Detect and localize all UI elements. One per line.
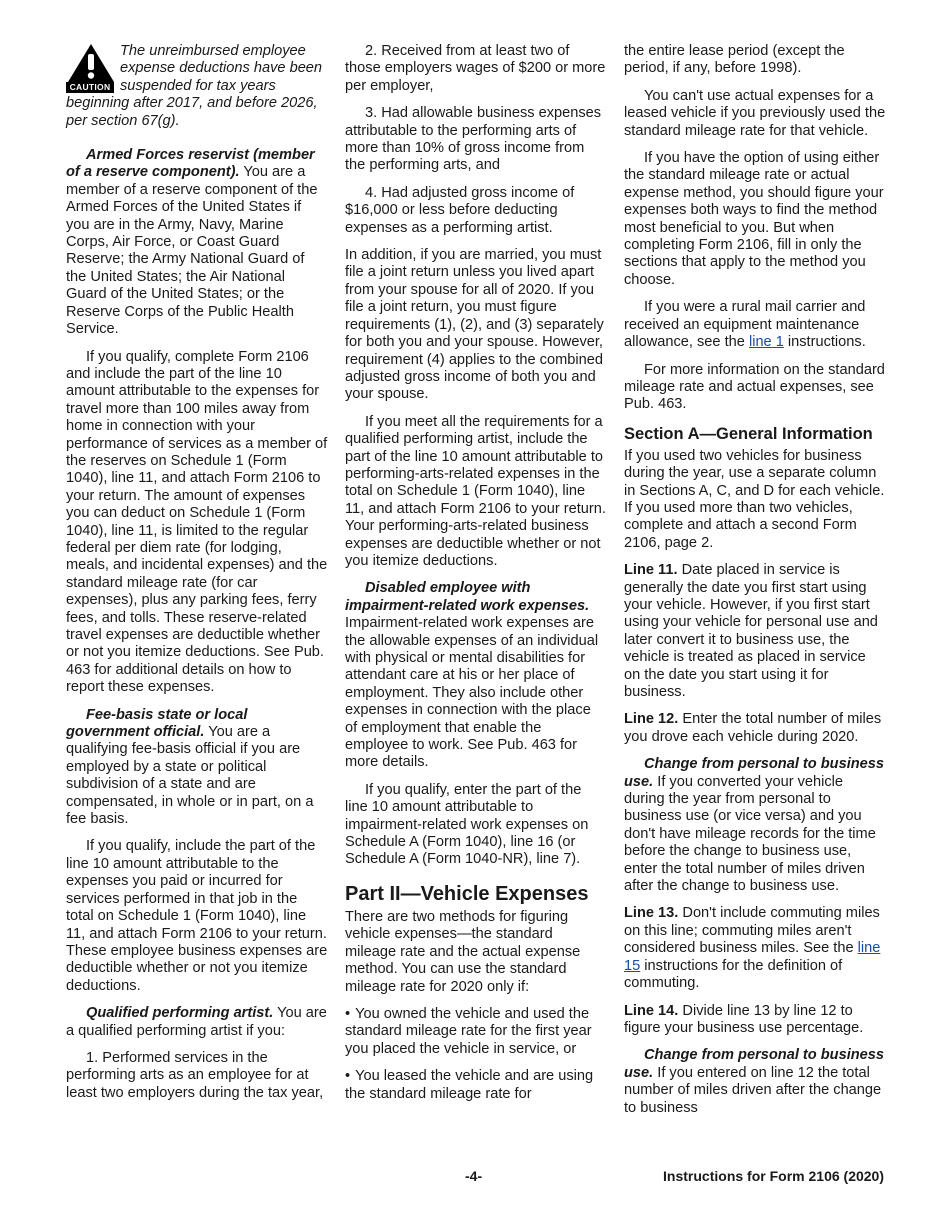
reservist-text: You are a member of a reserve component of the Armed Forces of the United States if you are in the Army, Navy, Marine Corps, Air Force, or Coast Guard Reserve; the Army National Guard of the United States; the Air National Guard of the United States; or the Reserve Corps of the Public Health Service. <box>66 164 318 338</box>
bullet-owned-vehicle: • You owned the vehicle and used the standard mileage rate for the first year you placed the vehicle in service, or <box>345 1006 607 1058</box>
line-11-text: Date placed in service is generally the date you first start using your vehicle. However, if you first start using your vehicle for personal use and later convert it to business use, the vehicle is treated as placed in service on the date you start using it for business. <box>624 562 878 700</box>
rural-carrier-paragraph: If you were a rural mail carrier and received an equipment maintenance allowance, see the line 1 instructions. <box>624 299 866 351</box>
section-a-text: If you used two vehicles for business during the year, use a separate column in Sections A, C, and D for each vehicle. If you used more than two vehicles, complete and attach a second Form 2106, page 2. <box>624 447 885 551</box>
caution-text: The unreimbursed employee expense deductions have been suspended for tax years beginning after 2017, and before 2026, per section 67(g). <box>66 43 323 129</box>
line-13-label: Line 13. <box>624 905 679 922</box>
column-1 <box>66 43 328 1112</box>
line-14-paragraph <box>624 1003 886 1038</box>
line-1-link[interactable]: line 1 <box>748 334 784 351</box>
column-3 <box>624 43 886 1127</box>
page-number: -4- <box>465 1168 483 1184</box>
disabled-heading: Disabled employee with impairment-related work expenses. <box>345 580 590 614</box>
line-14-text: Divide line 13 by line 12 to figure your business use percentage. <box>624 1002 864 1036</box>
artist-item-2: 2. Received from at least two of those employers wages of $200 or more per employer, <box>345 43 606 94</box>
part2-heading: Part II—Vehicle Expenses <box>345 882 589 905</box>
change-personal-paragraph-1 <box>624 756 886 895</box>
caution-note <box>66 43 328 130</box>
disabled-paragraph <box>345 580 607 771</box>
footer-title: Instructions for Form 2106 (2020) <box>663 1168 884 1184</box>
meet-requirements-paragraph: If you meet all the requirements for a qualified performing artist, include the part of the line 10 amount attributable to performing-arts-related expenses in the total on Schedule 1 (Form 1040), line 11, and attach Form 2106 to your return. Your performing-arts-related business expenses are deductible whether or not you itemize deductions. <box>345 413 606 569</box>
section-a-heading: Section A—General Information <box>624 424 873 443</box>
line-12-text: Enter the total number of miles you drove each vehicle during 2020. <box>624 711 882 745</box>
disabled-qualify: If you qualify, enter the part of the line 10 amount attributable to impairment-related work expenses on Schedule A (Form 1040), line 16 (or Schedule A (Form 1040-NR), line 7). <box>345 781 589 868</box>
caution-label: CAUTION <box>66 82 114 93</box>
line-14-label: Line 14. <box>624 1002 679 1019</box>
change-text-2: If you entered on line 12 the total number of miles driven after the change to business <box>624 1064 882 1116</box>
line-15-link[interactable]: line 15 <box>624 940 881 974</box>
feebasis-qualify: If you qualify, include the part of the line 10 amount attributable to the expenses you paid or incurred for services performed in that job in the total on Schedule 1 (Form 1040), line 11, and attach Form 2106 to your return. These employee business expenses are deductible whether or not you itemize deductions. <box>66 838 328 994</box>
line-13-paragraph: Line 13. Don't include commuting miles on this line; commuting miles aren't considered business miles. See the line 15 instructions for the definition of commuting. <box>624 905 881 992</box>
reservist-qualify: If you qualify, complete Form 2106 and include the part of the line 10 amount attributable to the expenses for travel more than 100 miles away from home in connection with your performance of services as a member of the reserves on Schedule 1 (Form 1040), line 11, and attach Form 2106 to your return. The amount of expenses you can deduct on Schedule 1 (Form 1040), line 11, is limited to the regular federal per diem rate (for lodging, meals, and incidental expenses) and the standard mileage rate (for car expenses), plus any parking fees, ferry fees, and tolls. These reserve-related travel expenses are deductible whether or not you itemize deductions. See Pub. 463 for additional details on how to report these expenses. <box>66 348 328 696</box>
line-12-label: Line 12. <box>624 711 679 728</box>
option-paragraph: If you have the option of using either the standard mileage rate or actual expense method, you should figure your expenses both ways to find the method most beneficial to you. But when completing Form 2106, fill in only the sections that apply to the method you choose. <box>624 150 884 288</box>
column-2 <box>345 43 607 1113</box>
artist-text: You are a qualified performing artist if you: <box>66 1005 327 1039</box>
feebasis-heading: Fee-basis state or local government official. <box>66 706 248 741</box>
feebasis-paragraph <box>66 707 328 829</box>
feebasis-text: You are a qualifying fee-basis official if you are employed by a state or political subdivision of a state and are compensated, in whole or in part, on a fee basis. <box>66 724 314 828</box>
part2-text: There are two methods for figuring vehicle expenses—the standard mileage rate and the actual expense method. You can use the standard mileage rate for 2020 only if: <box>345 908 581 995</box>
artist-heading: Qualified performing artist. <box>86 1005 274 1022</box>
caution-icon <box>66 43 116 93</box>
change-text-1: If you converted your vehicle during the year from personal to business use (or vice versa) and you don't have mileage records for the time before the change to business use, enter the total number of miles driven after the change to business use. <box>624 773 876 895</box>
reservist-heading: Armed Forces reservist (member of a reserve component). <box>66 147 315 181</box>
lease-continued: the entire lease period (except the period, if any, before 1998). <box>624 43 845 77</box>
bullet-leased-vehicle: • You leased the vehicle and are using the standard mileage rate for <box>345 1068 607 1103</box>
change-heading-2: Change from personal to business use. <box>624 1047 885 1081</box>
change-heading-1: Change from personal to business use. <box>624 756 885 790</box>
reservist-paragraph <box>66 147 328 338</box>
disabled-text: Impairment-related work expenses are the allowable expenses of an individual with physical or mental disabilities for attendant care at his or her place of employment. They also include other expenses in connection with the place of employment that enable the employee to work. See Pub. 463 for more details. <box>345 615 599 771</box>
artist-item-4: 4. Had adjusted gross income of $16,000 or less before deducting expenses as a performing artist. <box>345 184 575 236</box>
married-paragraph: In addition, if you are married, you must file a joint return unless you lived apart from your spouse for all of 2020. If you file a joint return, you must figure requirements (1), (2), and (3) separately for both you and your spouse. However, requirement (4) applies to the combined adjusted gross income of both you and your spouse. <box>345 247 604 403</box>
line-11-label: Line 11. <box>624 562 678 579</box>
line-12-paragraph <box>624 711 886 746</box>
cant-use-paragraph: You can't use actual expenses for a leased vehicle if you previously used the standard mileage rate for that vehicle. <box>624 87 886 139</box>
artist-item-3: 3. Had allowable business expenses attributable to the performing arts of more than 10% of gross income from the performing arts, and <box>345 105 602 174</box>
line-11-paragraph <box>624 562 886 701</box>
more-info-paragraph: For more information on the standard mileage rate and actual expenses, see Pub. 463. <box>624 361 885 413</box>
artist-paragraph <box>66 1005 328 1040</box>
change-personal-paragraph-2 <box>624 1047 886 1117</box>
artist-item-1: 1. Performed services in the performing arts as an employee for at least two employers during the tax year, <box>66 1049 324 1101</box>
